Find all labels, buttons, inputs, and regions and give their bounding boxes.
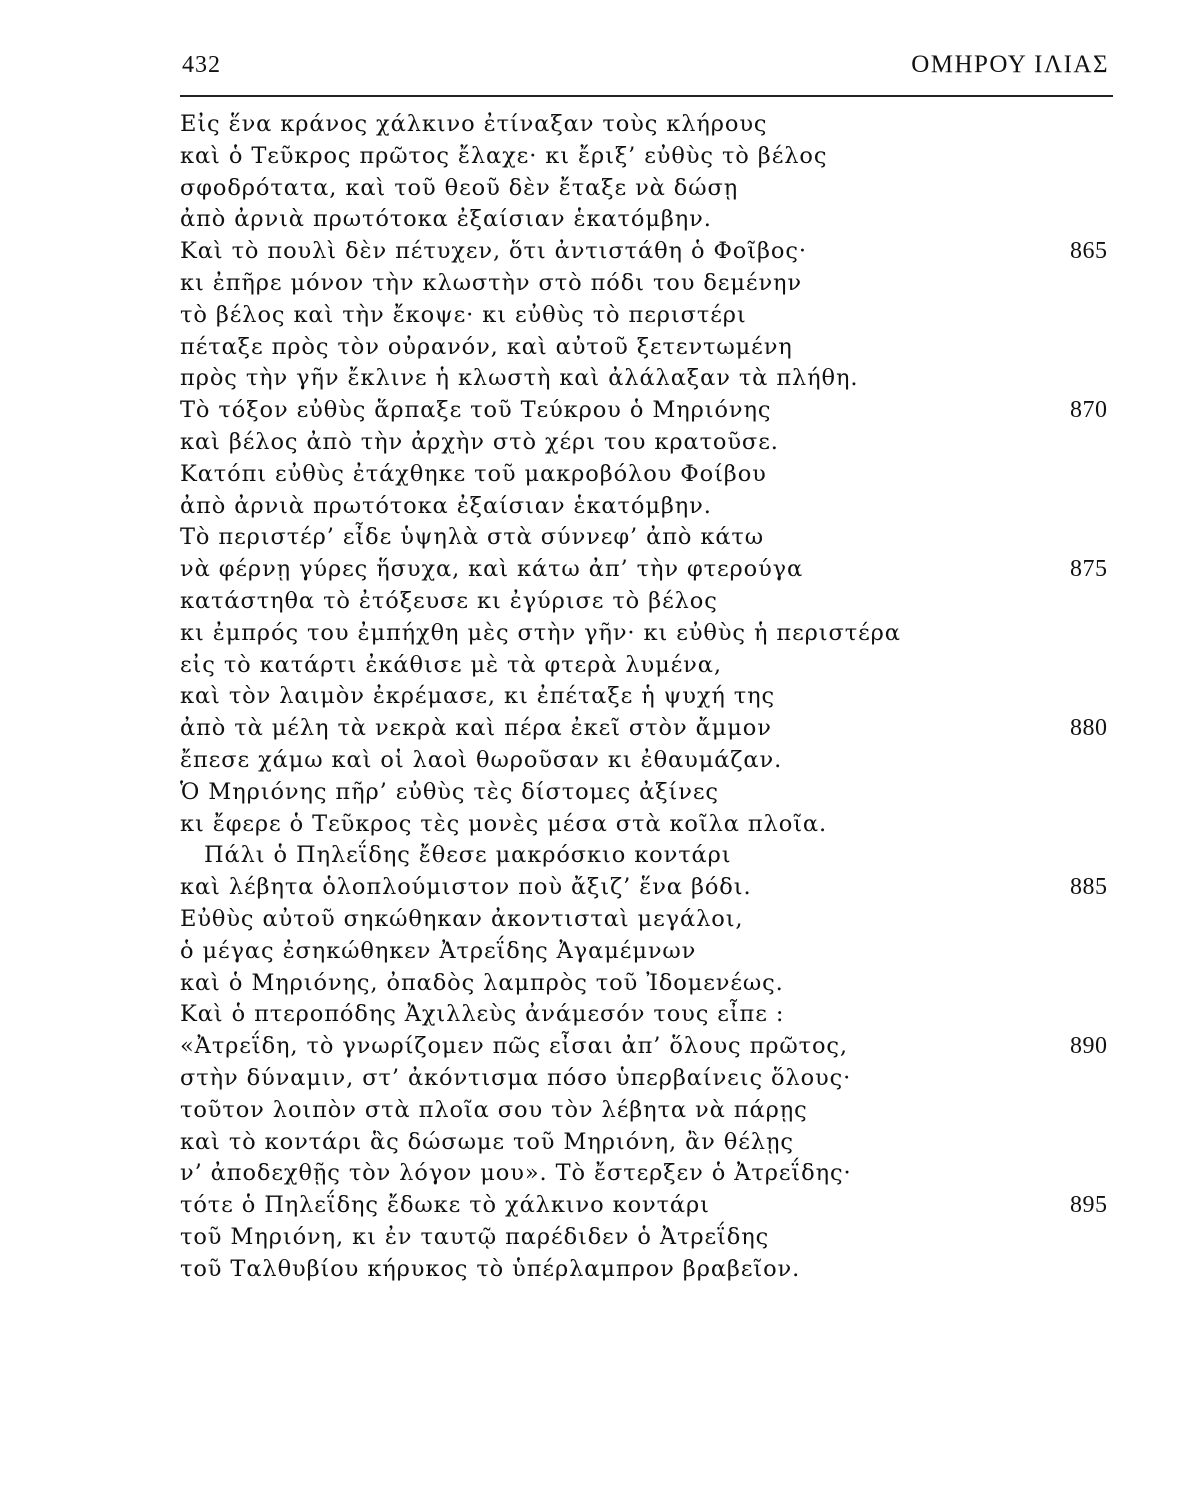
- verse-text: Καὶ τὸ πουλὶ δὲν πέτυχεν, ὅτι ἀντιστάθη ὁ Φοῖβος·: [180, 238, 807, 265]
- verse-text: ἀπὸ τὰ μέλη τὰ νεκρὰ καὶ πέρα ἐκεῖ στὸν ἄμμον: [180, 715, 772, 742]
- line-number: 875: [1070, 556, 1108, 583]
- verse-line: [180, 332, 1120, 364]
- verse-line: [180, 650, 1120, 682]
- verse-text: Εὐθὺς αὐτοῦ σηκώθηκαν ἀκοντισταὶ μεγάλοι,: [180, 905, 744, 932]
- verse-text: κι ἔφερε ὁ Τεῦκρος τὲς μονὲς μέσα στὰ κοῖλα πλοῖα.: [180, 810, 828, 837]
- verse-line: [180, 554, 1120, 586]
- line-number: 895: [1070, 1192, 1108, 1219]
- verse-line: [180, 204, 1120, 236]
- line-number: 870: [1070, 397, 1108, 424]
- verse-line: [180, 713, 1120, 745]
- verse-text: κατάστηθα τὸ ἐτόξευσε κι ἐγύρισε τὸ βέλος: [180, 587, 718, 614]
- verse-text: ν’ ἀποδεχθῇς τὸν λόγον μου». Τὸ ἔστερξεν ὁ Ἀτρεΐδης·: [180, 1160, 852, 1187]
- verse-text: Καὶ ὁ πτεροπόδης Ἀχιλλεὺς ἀνάμεσόν τους εἶπε :: [180, 1001, 785, 1028]
- verse-line: [180, 491, 1120, 523]
- verse-line: [180, 999, 1120, 1031]
- page-header: [180, 48, 1113, 88]
- verse-text: κι ἐμπρός του ἐμπήχθη μὲς στὴν γῆν· κι εὐθὺς ἡ περιστέρα: [180, 619, 901, 646]
- verse-text: Πάλι ὁ Πηλεΐδης ἔθεσε μακρόσκιο κοντάρι: [204, 842, 732, 869]
- verse-text: τὸ βέλος καὶ τὴν ἔκοψε· κι εὐθὺς τὸ περιστέρι: [180, 301, 747, 328]
- verse-text: ἀπὸ ἀρνιὰ πρωτότοκα ἐξαίσιαν ἑκατόμβην.: [180, 492, 712, 519]
- verse-line: [180, 427, 1120, 459]
- verse-line: [180, 173, 1120, 205]
- verse-line: [180, 459, 1120, 491]
- verse-line: [180, 363, 1120, 395]
- verse-line: [180, 1063, 1120, 1095]
- verse-text: καὶ λέβητα ὁλοπλούμιστον ποὺ ἄξιζ’ ἕνα βόδι.: [180, 874, 752, 901]
- verse-text: καὶ ὁ Τεῦκρος πρῶτος ἔλαχε· κι ἔριξ’ εὐθὺς τὸ βέλος: [180, 142, 828, 169]
- verse-line: [180, 586, 1120, 618]
- verse-text: καὶ βέλος ἀπὸ τὴν ἀρχὴν στὸ χέρι του κρατοῦσε.: [180, 428, 779, 455]
- verse-text: τοῦ Ταλθυβίου κήρυκος τὸ ὑπέρλαμπρον βραβεῖον.: [180, 1255, 801, 1282]
- poem-text: [180, 109, 1120, 1449]
- verse-line: [180, 109, 1120, 141]
- running-title: ΟΜΗΡΟΥ ΙΛΙΑΣ: [911, 51, 1109, 78]
- verse-line: [180, 618, 1120, 650]
- verse-text: πρὸς τὴν γῆν ἔκλινε ἡ κλωστὴ καὶ ἀλάλαξαν τὰ πλήθη.: [180, 365, 859, 392]
- verse-line: [180, 681, 1120, 713]
- line-number: 865: [1070, 238, 1108, 265]
- verse-line: [180, 1222, 1120, 1254]
- verse-text: σφοδρότατα, καὶ τοῦ θεοῦ δὲν ἔταξε νὰ δώσῃ: [180, 174, 739, 201]
- verse-line: [180, 968, 1120, 1000]
- verse-line: [180, 1127, 1120, 1159]
- verse-line: [180, 300, 1120, 332]
- verse-text: στὴν δύναμιν, στ’ ἀκόντισμα πόσο ὑπερβαίνεις ὅλους·: [180, 1064, 852, 1091]
- verse-text: Ὁ Μηριόνης πῆρ’ εὐθὺς τὲς δίστομες ἀξίνες: [180, 778, 719, 805]
- verse-line: [180, 268, 1120, 300]
- page-number: 432: [182, 52, 221, 78]
- verse-line: [180, 809, 1120, 841]
- verse-text: νὰ φέρνῃ γύρες ἥσυχα, καὶ κάτω ἀπ’ τὴν φτερούγα: [180, 556, 804, 583]
- header-rule: [180, 95, 1113, 97]
- verse-text: καὶ τὸν λαιμὸν ἐκρέμασε, κι ἐπέταξε ἡ ψυχή της: [180, 683, 776, 710]
- line-number: 885: [1070, 874, 1108, 901]
- verse-text: Εἰς ἕνα κράνος χάλκινο ἐτίναξαν τοὺς κλήρους: [180, 111, 768, 137]
- verse-line: [180, 1031, 1120, 1063]
- verse-line: [180, 904, 1120, 936]
- verse-text: Κατόπι εὐθὺς ἐτάχθηκε τοῦ μακροβόλου Φοίβου: [180, 460, 767, 487]
- verse-line: [180, 141, 1120, 173]
- verse-line: [180, 1190, 1120, 1222]
- verse-line: [180, 936, 1120, 968]
- verse-text: καὶ ὁ Μηριόνης, ὀπαδὸς λαμπρὸς τοῦ Ἰδομενέως.: [180, 969, 784, 996]
- verse-line: [180, 236, 1120, 268]
- verse-line: [180, 872, 1120, 904]
- verse-line: [180, 745, 1120, 777]
- verse-text: τοῦτον λοιπὸν στὰ πλοῖα σου τὸν λέβητα νὰ πάρῃς: [180, 1096, 808, 1123]
- verse-text: πέταξε πρὸς τὸν οὐρανόν, καὶ αὐτοῦ ξετεντωμένη: [180, 333, 793, 360]
- verse-text: καὶ τὸ κοντάρι ἃς δώσωμε τοῦ Μηριόνη, ἂν θέλῃς: [180, 1128, 794, 1155]
- verse-line: [180, 522, 1120, 554]
- verse-line: [180, 1254, 1120, 1286]
- verse-line: [180, 840, 1120, 872]
- verse-text: ἀπὸ ἀρνιὰ πρωτότοκα ἐξαίσιαν ἑκατόμβην.: [180, 206, 712, 233]
- verse-line: [180, 1095, 1120, 1127]
- verse-text: ὁ μέγας ἐσηκώθηκεν Ἀτρεΐδης Ἀγαμέμνων: [180, 937, 697, 964]
- verse-text: Τὸ τόξον εὐθὺς ἅρπαξε τοῦ Τεύκρου ὁ Μηριόνης: [180, 397, 772, 424]
- verse-text: «Ἀτρεΐδη, τὸ γνωρίζομεν πῶς εἶσαι ἀπ’ ὅλους πρῶτος,: [180, 1033, 848, 1060]
- verse-text: τότε ὁ Πηλεΐδης ἔδωκε τὸ χάλκινο κοντάρι: [180, 1192, 710, 1219]
- line-number: 880: [1070, 715, 1108, 742]
- verse-text: εἰς τὸ κατάρτι ἐκάθισε μὲ τὰ φτερὰ λυμένα,: [180, 651, 722, 678]
- verse-line: [180, 395, 1120, 427]
- line-number: 890: [1070, 1033, 1108, 1060]
- verse-line: [180, 1158, 1120, 1190]
- verse-text: κι ἐπῆρε μόνον τὴν κλωστὴν στὸ πόδι του δεμένην: [180, 269, 802, 296]
- verse-text: Τὸ περιστέρ’ εἶδε ὑψηλὰ στὰ σύννεφ’ ἀπὸ κάτω: [180, 524, 765, 551]
- verse-text: ἔπεσε χάμω καὶ οἱ λαοὶ θωροῦσαν κι ἐθαυμάζαν.: [180, 746, 783, 773]
- verse-line: [180, 777, 1120, 809]
- verse-text: τοῦ Μηριόνη, κι ἐν ταυτῷ παρέδιδεν ὁ Ἀτρεΐδης: [180, 1223, 770, 1250]
